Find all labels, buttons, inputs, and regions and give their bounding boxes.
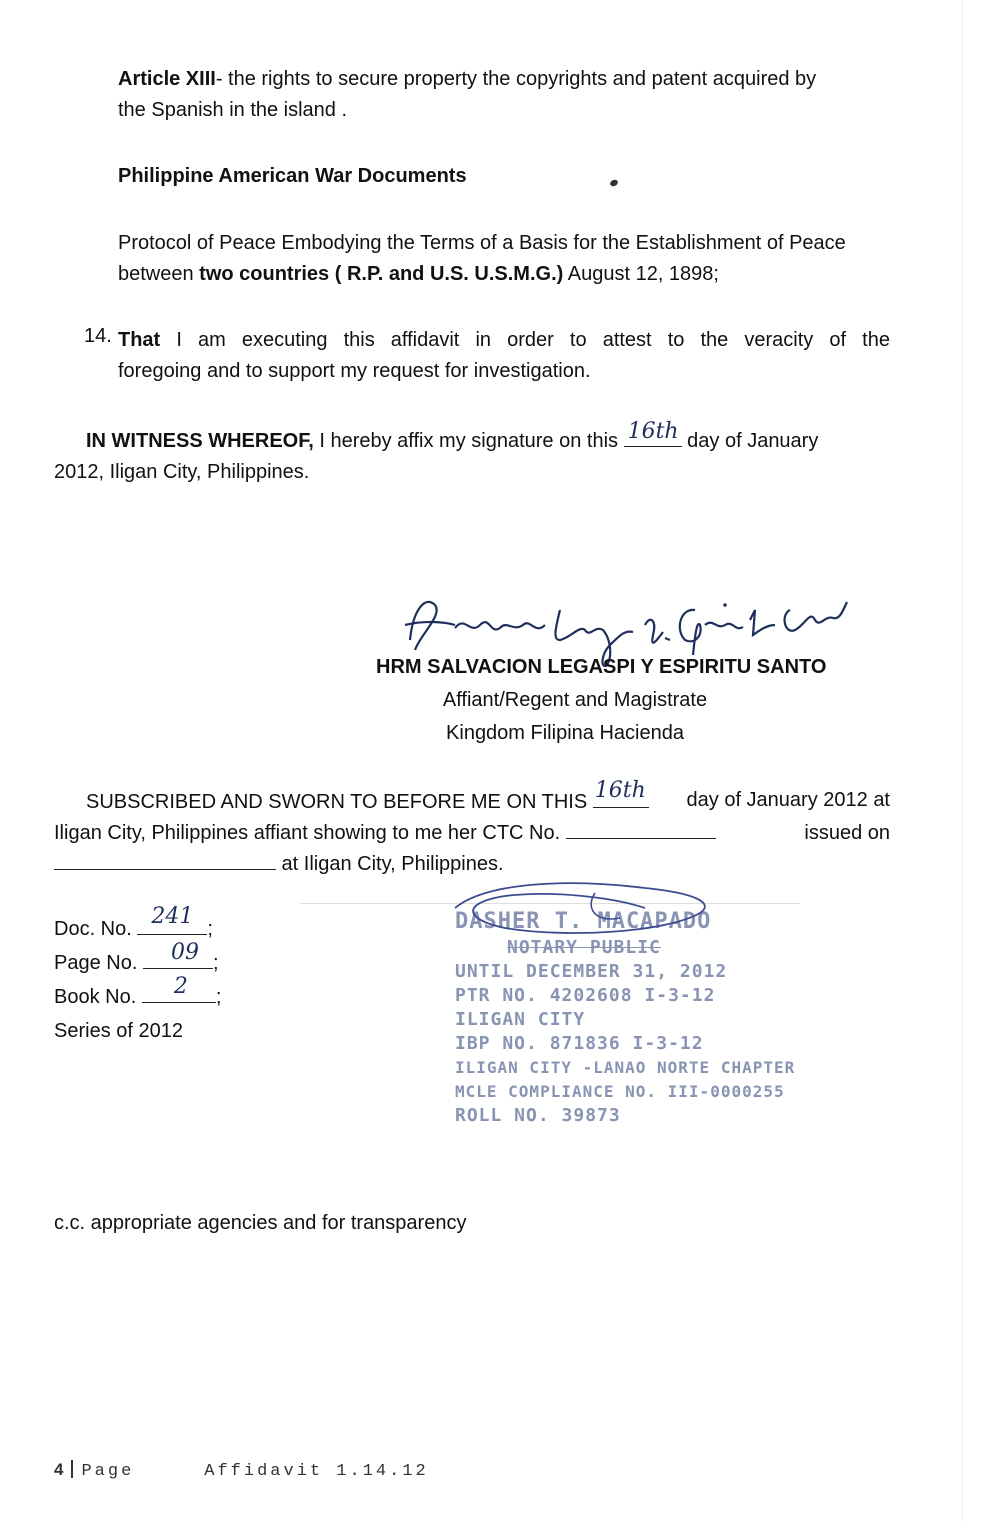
subscribed-date-blank	[593, 778, 649, 808]
article-heading: Article XIII	[118, 68, 216, 90]
stamp-notary-name: DASHER T. MACAPADO	[455, 909, 712, 934]
witness-lead: IN WITNESS WHEREOF,	[86, 430, 314, 452]
subscribed-line2-post: issued on	[804, 822, 890, 844]
article-xiii-paragraph	[118, 64, 898, 126]
subscribed-line3-post: at Iligan City, Philippines.	[276, 853, 504, 875]
stamp-roll: ROLL NO. 39873	[455, 1105, 621, 1126]
subscribed-line1-post: day of January 2012 at	[686, 789, 890, 811]
subscribed-line1-pre: SUBSCRIBED AND SWORN TO BEFORE ME ON THIS	[86, 791, 593, 813]
protocol-line2-bold: two countries ( R.P. and U.S. U.S.M.G.)	[199, 263, 564, 285]
affiant-title-1: Affiant/Regent and Magistrate	[442, 689, 708, 711]
page-footer	[54, 1460, 429, 1481]
witness-paragraph	[54, 419, 890, 488]
subscribed-paragraph	[54, 778, 890, 880]
series-label: Series of 2012	[54, 1020, 183, 1042]
issued-date-blank	[54, 849, 276, 870]
protocol-line1: Protocol of Peace Embodying the Terms of a Basis for the Establishment of Peace	[118, 232, 846, 254]
stamp-ibp: IBP NO. 871836 I-3-12	[455, 1033, 704, 1054]
subscribed-line2-pre: Iligan City, Philippines affiant showing to me her CTC No.	[54, 822, 566, 844]
notarial-register: Doc. No. 241 ; Page No. 09 ; Book No. 2 ; Series of 2012	[54, 912, 221, 1048]
witness-line1-end: day of January	[681, 430, 819, 452]
page-no-label: Page No.	[54, 952, 138, 974]
witness-date-blank	[624, 419, 682, 447]
stamp-notary-public: NOTARY PUBLIC	[507, 937, 661, 958]
item14-line2: foregoing and to support my request for investigation.	[118, 360, 591, 382]
footer-page-word: Page	[81, 1462, 135, 1481]
stamp-mcle: MCLE COMPLIANCE NO. III-0000255	[455, 1082, 785, 1101]
stamp-chapter: ILIGAN CITY -LANAO NORTE CHAPTER	[455, 1058, 796, 1077]
book-no-value: 2	[173, 974, 188, 999]
book-no-blank	[142, 974, 216, 1003]
item14-lead: That	[118, 329, 161, 351]
subscribed-date-handwritten: 16th	[594, 778, 646, 803]
affiant-name: HRM SALVACION LEGASPI Y ESPIRITU SANTO	[376, 656, 827, 678]
cc-line: c.c. appropriate agencies and for transparency	[54, 1212, 467, 1234]
item14-line1: I am executing this affidavit in order to attest to the veracity of the	[160, 329, 890, 351]
article-text-line2: the Spanish in the island .	[118, 99, 348, 121]
article-text-line1: - the rights to secure property the copyrights and patent acquired by	[215, 68, 817, 90]
book-no-label: Book No.	[54, 986, 137, 1008]
page-no-blank	[143, 940, 213, 969]
page-no-value: 09	[170, 940, 199, 965]
stamp-until: UNTIL DECEMBER 31, 2012	[455, 961, 728, 982]
witness-date-handwritten: 16th	[627, 419, 679, 444]
protocol-line2-post: August 12, 1898;	[563, 263, 719, 285]
protocol-line2-pre: between	[118, 263, 200, 285]
doc-no-value: 241	[151, 904, 194, 929]
witness-line1-mid: I hereby affix my signature on this	[313, 430, 624, 452]
ctc-number-blank	[566, 818, 716, 839]
protocol-paragraph	[118, 228, 898, 290]
stamp-ptr: PTR NO. 4202608 I-3-12	[455, 985, 716, 1006]
item14-number: 14.	[84, 325, 112, 347]
scan-edge	[962, 0, 963, 1521]
doc-no-label: Doc. No.	[54, 918, 132, 940]
item14-paragraph	[118, 325, 890, 387]
footer-page-number: 4	[54, 1460, 64, 1479]
notary-signature-scribble	[445, 878, 725, 948]
witness-line2: 2012, Iligan City, Philippines.	[54, 461, 310, 483]
affiant-title-2: Kingdom Filipina Hacienda	[446, 722, 684, 744]
footer-doc-title: Affidavit 1.14.12	[204, 1462, 429, 1481]
ink-mark	[609, 179, 619, 188]
stamp-city: ILIGAN CITY	[455, 1009, 586, 1030]
doc-no-blank	[137, 904, 207, 935]
war-docs-heading: Philippine American War Documents	[118, 165, 467, 187]
footer-separator	[71, 1460, 73, 1478]
